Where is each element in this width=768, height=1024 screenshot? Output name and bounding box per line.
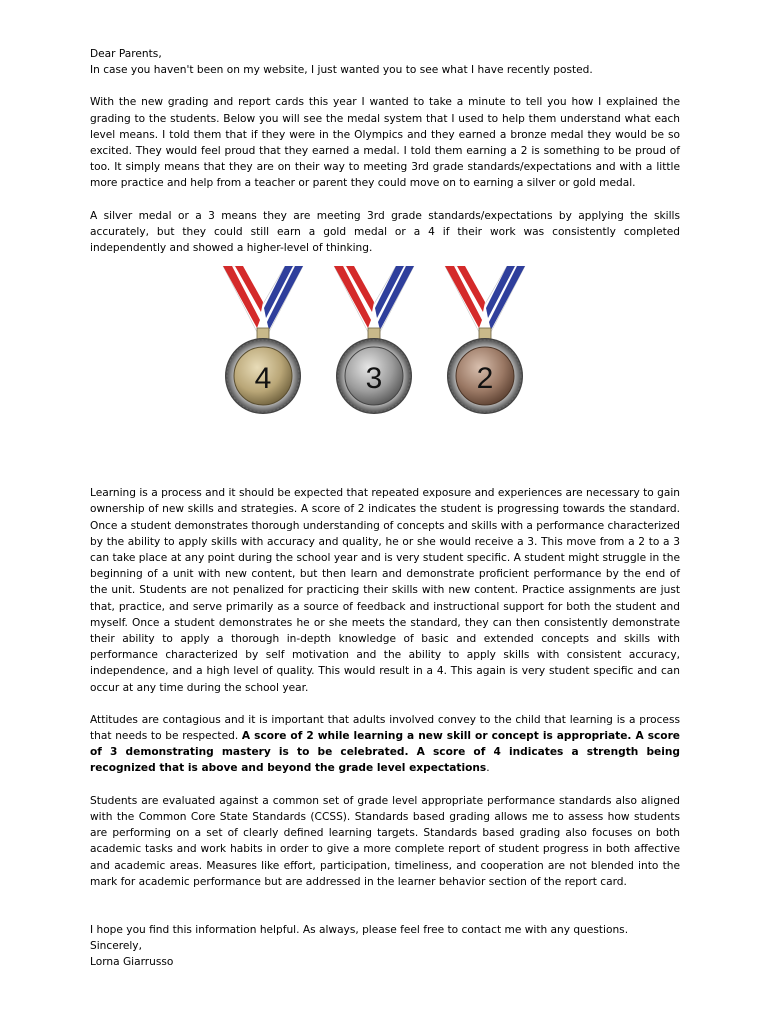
intro-line: In case you haven't been on my website, I just wanted you to see what I have recently posted.	[90, 64, 593, 77]
medal-label-gold: 4	[254, 362, 272, 396]
paragraph-medal-explanation: With the new grading and report cards this year I wanted to take a minute to tell you how I explained the grading to the students. Below you will see the medal system that I used to help them understand what each level means. I told them that if they were in the Olympics and they earned a bronze medal they would be so excited. They would feel proud that they earned a medal. I told them earning a 2 is something to be proud of too. It simply means that they are on their way to meeting 3rd grade standards/expectations and with a little more practice and help from a teacher or parent they could move on to earning a silver or gold medal.	[90, 96, 680, 190]
paragraph-silver-medal: A silver medal or a 3 means they are meeting 3rd grade standards/expectations by applying the skills accurately, but they could still earn a gold medal or a 4 if their work was consistently completed independently and showed a higher-level of thinking.	[90, 209, 680, 255]
medal-gold	[223, 266, 303, 414]
medal-label-bronze: 2	[476, 362, 494, 396]
medals-image	[211, 266, 561, 441]
closing-line: I hope you find this information helpful. As always, please feel free to contact me with any questions.	[90, 923, 629, 936]
letter-body	[90, 46, 680, 971]
medal-silver	[334, 266, 414, 414]
signoff: Sincerely,	[90, 940, 142, 953]
paragraph-standards: Students are evaluated against a common set of grade level appropriate performance standards also aligned with the Common Core State Standards (CCSS). Standards based grading allows me to assess how students are performing on a set of clearly defined learning targets. Standards based grading also focuses on both academic tasks and work habits in order to give a more complete report of student progress in both affective and academic areas. Measures like effort, participation, timeliness, and cooperation are not blended into the mark for academic performance but are addressed in the learner behavior section of the report card.	[90, 794, 680, 888]
greeting: Dear Parents,	[90, 48, 162, 60]
paragraph-learning-process: Learning is a process and it should be expected that repeated exposure and experiences are necessary to gain ownership of new skills and strategies. A score of 2 indicates the student is progressing towards the standard. Once a student demonstrates thorough understanding of concepts and skills with a performance characterized by the ability to apply skills with accuracy and quality, he or she would receive a 3. This move from a 2 to a 3 can take place at any point during the school year and is very student specific. A student might struggle in the beginning of a unit with new content, but then learn and demonstrate proficient performance by the end of the unit. Students are not penalized for practicing their skills with new content. Practice assignments are just that, practice, and serve primarily as a source of feedback and instructional support for both the student and myself. Once a student demonstrates he or she meets the standard, they can then consistently demonstrate their ability to apply a thorough in-depth knowledge of basic and extended concepts and skills with performance characterized by self motivation and the ability to apply skills with consistent accuracy, independence, and a high level of quality. This would result in a 4. This again is very student specific and can occur at any time during the school year.	[90, 487, 680, 694]
medals-illustration	[211, 266, 561, 441]
signature: Lorna Giarrusso	[90, 956, 174, 969]
medal-label-silver: 3	[365, 362, 383, 396]
attitudes-bold-text: A score of 2 while learning a new skill or concept is appropriate. A score of 3 demonstrating mastery is to be celebrated. A score of 4 indicates a strength being recognized that is above and beyond the grade level expectations	[90, 730, 680, 775]
attitudes-end: .	[486, 762, 490, 775]
medal-bronze	[445, 266, 525, 414]
attitudes-text: Attitudes are contagious and it is important that adults involved convey to the child that learning is a process that needs to be respected.	[90, 713, 680, 743]
paragraph-attitudes	[90, 712, 680, 777]
